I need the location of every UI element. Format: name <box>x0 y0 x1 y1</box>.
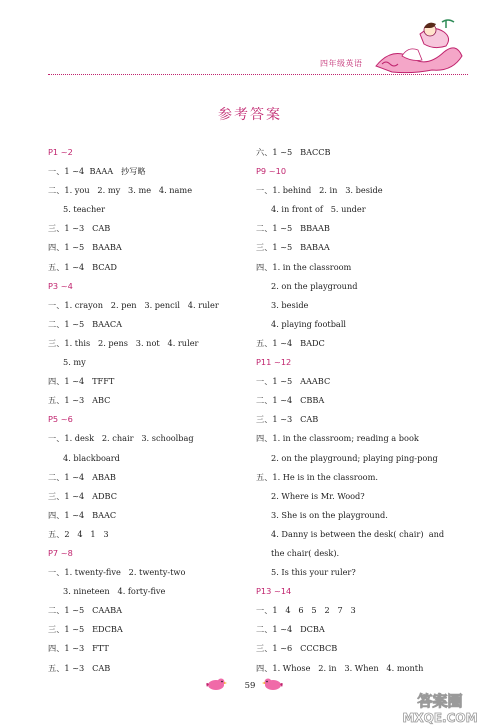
bird-icon <box>262 677 284 691</box>
answer-line: 一、1. crayon 2. pen 3. pencil 4. ruler <box>48 299 219 310</box>
answer-line: 四、1. in the classroom <box>256 261 352 272</box>
answer-line: 二、1 ~5 BBAAB <box>256 223 330 234</box>
answer-line: 三、1 ~4 ADBC <box>48 490 117 501</box>
answer-line: 2. Where is Mr. Wood? <box>271 490 365 501</box>
answer-line: 四、1. Whose 2. in 3. When 4. month <box>256 662 424 673</box>
answer-line: 4. playing football <box>271 318 347 329</box>
answer-line: 五、1 ~4 BCAD <box>48 261 117 272</box>
answer-line: 三、1 ~3 CAB <box>256 414 319 425</box>
answer-line: 四、1 ~4 TFFT <box>48 376 115 387</box>
page-range-heading: P11 ~12 <box>256 357 292 368</box>
answer-column-right <box>256 143 476 678</box>
answer-line: 5. Is this your ruler? <box>271 567 356 578</box>
answer-line: the chair( desk). <box>271 547 340 558</box>
answer-line: 四、1. in the classroom; reading a book <box>256 433 419 444</box>
answer-line: 五、1 ~3 ABC <box>48 395 111 406</box>
answer-line: 五、1 ~3 CAB <box>48 662 111 673</box>
answer-line: 六、1 ~5 BACCB <box>256 147 331 157</box>
answer-line: 4. Danny is between the desk( chair) and <box>271 528 445 539</box>
answer-line: 五、1 ~4 BADC <box>256 337 325 348</box>
answer-line: 三、1 ~5 BABAA <box>256 242 330 253</box>
answer-line: 3. She is on the playground. <box>271 509 388 520</box>
grade-tag: 四年级英语 <box>320 59 363 68</box>
answer-line: 一、1. behind 2. in 3. beside <box>256 185 383 196</box>
answer-line: 五、2 4 1 3 <box>48 528 109 539</box>
answer-line: 3. nineteen 4. forty-five <box>63 586 166 597</box>
answer-column-left <box>48 143 248 678</box>
answer-line: 四、1 ~5 BAABA <box>48 242 122 253</box>
svg-text:MXQE.COM: MXQE.COM <box>402 711 478 725</box>
answer-line: 二、1 ~4 DCBA <box>256 624 325 635</box>
answer-line: 一、1. desk 2. chair 3. schoolbag <box>48 433 194 444</box>
answer-line: 一、1 4 6 5 2 7 3 <box>256 605 356 616</box>
girl-on-wave-illustration <box>372 16 464 76</box>
answer-line: 一、1 ~5 AAABC <box>256 376 331 387</box>
answer-line: 一、1. twenty-five 2. twenty-two <box>48 567 186 578</box>
answer-line: 4. blackboard <box>63 452 120 463</box>
answer-line: 四、1 ~4 BAAC <box>48 509 117 520</box>
answer-line: 二、1 ~4 ABAB <box>48 471 116 482</box>
answer-line: 二、1 ~4 CBBA <box>256 395 325 406</box>
answer-line: 三、1. this 2. pens 3. not 4. ruler <box>48 337 199 348</box>
page-range-heading: P7 ~8 <box>48 547 73 558</box>
answer-line: 5. teacher <box>63 204 106 215</box>
answer-line: 三、1 ~6 CCCBCB <box>256 643 338 654</box>
page-number: 59 <box>244 681 256 691</box>
answer-line: 五、1. He is in the classroom. <box>256 471 378 482</box>
answer-line: 二、1. you 2. my 3. me 4. name <box>48 185 193 196</box>
header-divider <box>48 74 468 75</box>
answer-line: 二、1 ~5 CAABA <box>48 605 123 616</box>
answer-line: 三、1 ~3 CAB <box>48 223 111 234</box>
answer-line: 2. on the playground; playing ping-pong <box>271 452 438 463</box>
page-range-heading: P9 ~10 <box>256 166 287 177</box>
answer-line: 四、1 ~3 FTT <box>48 643 109 654</box>
svg-text:答案圈: 答案圈 <box>417 692 463 710</box>
answer-line: 一、1 ~4 BAAA 抄写略 <box>48 166 146 177</box>
page-title: 参考答案 <box>218 107 282 123</box>
answer-line: 5. my <box>63 357 86 368</box>
page-range-heading: P3 ~4 <box>48 280 73 291</box>
page-range-heading: P5 ~6 <box>48 414 73 425</box>
page-range-heading: P1 ~2 <box>48 147 73 157</box>
answer-line: 2. on the playground <box>271 280 358 291</box>
answer-line: 二、1 ~5 BAACA <box>48 318 123 329</box>
answer-line: 三、1 ~5 EDCBA <box>48 624 123 635</box>
page-range-heading: P13 ~14 <box>256 586 292 597</box>
answer-line: 4. in front of 5. under <box>271 204 366 215</box>
answer-line: 3. beside <box>271 299 309 310</box>
watermark-logo <box>385 690 495 726</box>
